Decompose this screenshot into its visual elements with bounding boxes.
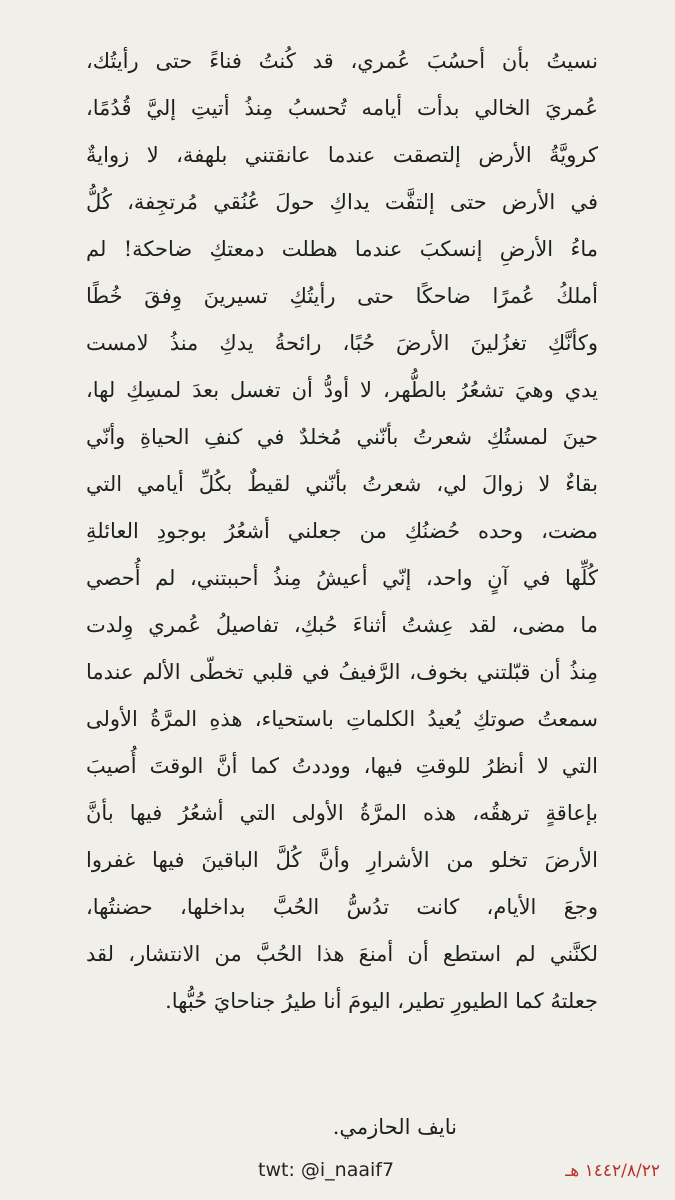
poem-line: ماءُ الأرضِ إنسكبَ عندما هطلت دمعتكِ ضاحكة! لم (86, 237, 598, 261)
poem-line: سمعتُ صوتكِ يُعيدُ الكلماتِ باستحياء، هذهِ المرَّةُ الأولى (86, 707, 598, 731)
poem-line: بإعاقةٍ ترهقُه، هذه المرَّةُ الأولى التي أشعُرُ فيها بأنَّ (86, 801, 598, 825)
poem-line: نسيتُ بأن أحسُبَ عُمري، قد كُنتُ فناءً حتى رأيتُك، (86, 49, 598, 73)
poem-line: مِنذُ أن قبّلتني بخوف، الرَّفيفُ في قلبي تخطّى الألم عندما (86, 660, 598, 684)
poem-line: أملكُ عُمرًا ضاحكًا حتى رأيتُكِ تسيرينَ وِفقَ خُطًا (86, 284, 598, 308)
poem-line: عُمريَ الخالي بدأت أيامه تُحسبُ مِنذُ أتيتِ إليَّ قُدُمًا، (86, 96, 598, 120)
poem-line: بقاءٌ لا زوالَ لي، شعرتُ بأنّني لقيطٌ بكُلِّ أيامي التي (86, 472, 598, 496)
poem-line: وجعَ الأيام، كانت تدُسُّ الحُبَّ بداخلها، حضنتُها، (86, 895, 598, 919)
poem-line: لكنَّني لم استطع أن أمنعَ هذا الحُبَّ من الانتشار، لقد (86, 942, 598, 966)
twitter-handle: twt: @i_naaif7 (258, 1159, 395, 1181)
poem-line: في الأرض حتى إلتفَّت يداكِ حولَ عُنُقي مُرتجِفة، كُلُّ (86, 190, 598, 214)
poem-body (86, 38, 598, 1025)
poem-line: كرويَّةُ الأرض إلتصقت عندما عانقتني بلهفة، لا زوايةٌ (86, 143, 598, 167)
poem-line: مضت، وحده حُضنُكِ من جعلني أشعُرُ بوجودِ العائلةِ (86, 519, 598, 543)
poem-line: ما مضى، لقد عِشتُ أثناءَ حُبكِ، تفاصيلُ عُمري وِلدت (86, 613, 598, 637)
hijri-date: ١٤٤٢/٨/٢٢ هـ (565, 1161, 660, 1181)
poem-line: يدي وهيَ تشعُرُ بالطُّهر، لا أودُّ أن تغسل بعدَ لمسِكِ لها، (86, 378, 598, 402)
poem-line: الأرضَ تخلو من الأشرارِ وأنَّ كُلَّ الباقينَ فيها غفروا (86, 848, 598, 872)
poem-line: كُلِّها في آنٍ واحد، إنّي أعيشُ مِنذُ أحببتني، لم أُحصي (86, 566, 598, 590)
poem-line: حينَ لمستُكِ شعرتُ بأنّني مُخلدٌ في كنفِ الحياةِ وأنّي (86, 425, 598, 449)
poem-line: وكأنَّكِ تغزُلينَ الأرضَ حُبًا، رائحةُ يدكِ منذُ لامست (86, 331, 598, 355)
author-signature: نايف الحازمي. (332, 1115, 457, 1139)
poem-line: جعلتهُ كما الطيورِ تطير، اليومَ أنا طيرُ جناحايَ حُبُّها. (165, 989, 598, 1013)
poem-line: التي لا أنظرُ للوقتِ فيها، ووددتُ كما أنَّ الوقتَ أُصيبَ (86, 754, 598, 778)
